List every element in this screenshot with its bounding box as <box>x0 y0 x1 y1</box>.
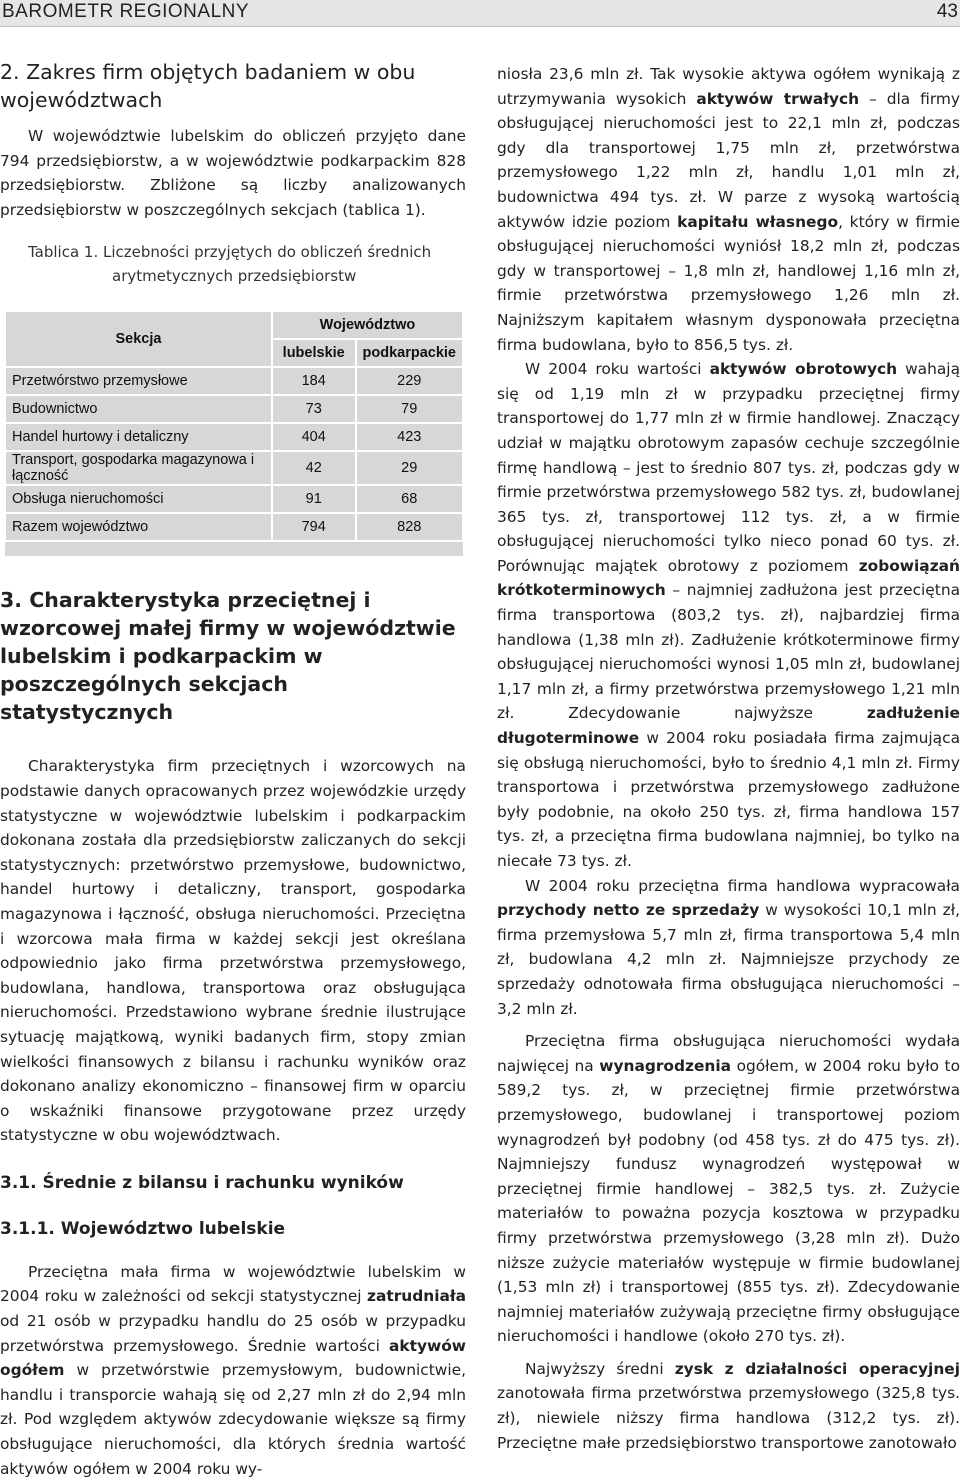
table-caption <box>28 240 466 288</box>
row-sekcja: Handel hurtowy i detaliczny <box>5 423 272 451</box>
table-caption-line1: Tablica 1. Liczebności przyjętych do obliczeń średnich <box>28 243 432 262</box>
right-paragraph-1: niosła 23,6 mln zł. Tak wysokie aktywa ogółem wynikają z utrzymywania wysokich aktywów trwałych – dla firmy obsługującej nieruchomości jest to 22,1 mln zł, podczas gdy dla transportowej 1,75 mln zł, przetwórstwa przemysłowego 1,22 mln zł, handlu 1,01 mln zł, budownictwa 494 tys. zł. W parze z wysoką wartością aktywów idzie poziom kapitału własnego, który w firmie obsługującej nieruchomości wyniósł 18,2 mln zł, podczas gdy w transportowej – 1,8 mln zł, handlowej 1,16 mln zł, firmie przetwórstwa przemysłowego 1,26 mln zł. Najniższym kapitałem własnym dysponowała przeciętna firma budowlana, było to 856,5 tys. zł. <box>497 65 960 354</box>
header-lubelskie: lubelskie <box>272 339 356 367</box>
section-3-paragraph: Charakterystyka firm przeciętnych i wzorcowych na podstawie danych opracowanych przez wojewódzkie urzędy statystyczne w województwie lubelskim i podkarpackim dokonana została dla przedsiębiorstw zaliczanych do sekcji statystycznych: przetwórstwo przemysłowe, budownictwo, handel hurtowy i detaliczny, transport, gospodarka magazynowa i łączność, obsługa nieruchomości. Przeciętna i wzorcowa mała firma w każdej sekcji jest określana odpowiednio jako firma przetwórstwa przemysłowego, budowlana, handlowa, transportowa oraz obsługująca nieruchomości. Przedstawiono wybrane średnie ilustrujące sytuację majątkową, wyniki badanych firm, stopy zmian wielkości finansowych z bilansu i rachunku wyników oraz dokonano analizy ekonomiczno – finansowej firm w oparciu o wskaźniki finansowe przygotowane przez urzędy statystyczne w obu województwach. <box>0 757 466 1145</box>
section-3-1-1-paragraph: Przeciętna mała firma w województwie lubelskim w 2004 roku w zależności od sekcji statystycznej zatrudniała od 21 osób w przypadku handlu do 25 osób w przypadku przetwórstwa przemysłowego. Średnie wartości aktywów ogółem w przetwórstwie przemysłowym, budownictwie, handlu i transporcie wahają się od 2,27 mln zł do 2,94 mln zł. Pod względem aktywów zdecydowanie większe są firmy obsługujące nieruchomości, dla których średnia wartość aktywów ogółem w 2004 roku wy- <box>0 1262 466 1478</box>
row-podkarpackie: 68 <box>356 485 464 513</box>
term-wynagrodzenia: wynagrodzenia <box>599 1056 732 1075</box>
right-column <box>497 62 960 1455</box>
term-zadluzenie-dlugoterminowe: zadłużenie długoterminowe <box>497 704 960 748</box>
row-podkarpackie: 229 <box>356 367 464 395</box>
header-sekcja: Sekcja <box>5 311 272 367</box>
row-lubelskie: 42 <box>272 451 356 485</box>
table-caption-line2: arytmetycznych przedsiębiorstw <box>112 267 357 286</box>
header-podkarpackie: podkarpackie <box>356 339 464 367</box>
running-header <box>0 0 960 27</box>
right-paragraph-2: W 2004 roku wartości aktywów obrotowych wahają się od 1,19 mln zł w przypadku przeciętnej firmy transportowej do 1,77 mln zł w firmie handlowej. Znaczący udział w majątku obrotowym zapasów cechuje szczególnie firmę handlową – jest to średnio 807 tys. zł, podczas gdy w firmie przetwórstwa przemysłowego 582 tys. zł, budowlanej 365 tys. zł, transportowej 112 tys. zł, a w firmie obsługującej nieruchomości tylko nieco ponad 60 tys. zł. Porównując majątek obrotowy z poziomem zobowiązań krótkoterminowych – najmniej zadłużona jest przeciętna firma transportowa (803,2 tys. zł), najbardziej firma handlowa (1,38 mln zł). Zadłużenie krótkoterminowe firmy obsługującej nieruchomości wynosi 1,05 mln zł, budowlanej 1,17 mln zł, a firmy przetwórstwa przemysłowego 1,21 mln zł. Zdecydowanie najwyższe zadłużenie długoterminowe w 2004 roku posiadała firma zajmująca się obsługą nieruchomości, było to średnio 4,1 mln zł. Firmy transportowa i przetwórstwa przemysłowego zadłużone były podobnie, na około 250 tys. zł, firma handlowa 157 tys. zł, a przeciętna firma budowlana najmniej, bo tylko na niecałe 73 tys. zł. <box>497 360 960 870</box>
section-3-1-heading: 3.1. Średnie z bilansu i rachunku wyników <box>0 1172 404 1193</box>
table-footer-band <box>5 541 463 556</box>
term-aktywa-trwale: aktywów trwałych <box>696 89 860 108</box>
right-paragraph-4: Przeciętna firma obsługująca nieruchomości wydała najwięcej na wynagrodzenia ogółem, w 2004 roku było to 589,2 tys. zł, w przeciętnej firmie przetwórstwa przemysłowego, budowlanej i transportowej poziom wynagrodzeń był podobny (od 458 tys. zł do 475 tys. zł). Najmniejszy fundusz wynagrodzeń występował w przeciętnej firmie handlowej – 382,5 tys. zł. Zużycie materiałów to poważna pozycja kosztowa w przypadku firmy przetwórstwa przemysłowego (3,28 mln zł). Dużo niższe zużycie materiałów występuje w firmie budowlanej (1,53 mln zł) i transportowej (855 tys. zł). Zdecydowanie najmniej materiałów zużywają przeciętne firmy obsługujące nieruchomości i handlowe (około 270 tys. zł). <box>497 1032 960 1346</box>
header-wojewodztwo: Województwo <box>272 311 463 339</box>
term-zysk-operacyjny: zysk z działalności operacyjnej <box>674 1359 960 1378</box>
table-row-total <box>5 513 463 541</box>
right-paragraph-5: Najwyższy średni zysk z działalności operacyjnej zanotowała firma przetwórstwa przemysłowego (325,8 tys. zł), niewiele niższy firma handlowa (312,2 tys. zł). Przeciętne małe przedsiębiorstwo transportowe zanotowało <box>497 1359 960 1452</box>
row-podkarpackie: 29 <box>356 451 464 485</box>
row-lubelskie: 404 <box>272 423 356 451</box>
row-lubelskie: 184 <box>272 367 356 395</box>
page-number: 43 <box>936 1 958 22</box>
section-2-paragraph: W województwie lubelskim do obliczeń przyjęto dane 794 przedsiębiorstw, a w województwie podkarpackim 828 przedsiębiorstw. Zbliżone są liczby analizowanych przedsiębiorstw w poszczególnych sekcjach (tablica 1). <box>0 127 466 219</box>
row-lubelskie: 73 <box>272 395 356 423</box>
term-zobowiazania-krotkoterminowe: zobowiązań krótkoterminowych <box>497 556 960 600</box>
section-2-heading: 2. Zakres firm objętych badaniem w obu województwach <box>0 60 416 112</box>
stats-table <box>4 310 464 556</box>
journal-title: BAROMETR REGIONALNY <box>2 1 250 22</box>
term-aktywa-obrotowe: aktywów obrotowych <box>709 360 898 379</box>
right-paragraph-3: W 2004 roku przeciętna firma handlowa wypracowała przychody netto ze sprzedaży w wysokości 10,1 mln zł, firma przemysłowa 5,7 mln zł, firma transportowa 5,4 mln zł, budowlana 4,2 mln zł. Najmniejsze przychody ze sprzedaży odnotowała firma obsługująca nieruchomości – 3,2 mln zł. <box>497 876 960 1018</box>
row-podkarpackie: 79 <box>356 395 464 423</box>
section-3-1-1-heading: 3.1.1. Województwo lubelskie <box>0 1218 286 1239</box>
term-przychody-netto: przychody netto ze sprzedaży <box>497 901 760 920</box>
table-row <box>5 485 463 513</box>
row-lubelskie: 794 <box>272 513 356 541</box>
row-podkarpackie: 828 <box>356 513 464 541</box>
term-zatrudniala: zatrudniała <box>367 1287 466 1306</box>
row-sekcja: Budownictwo <box>5 395 272 423</box>
row-sekcja: Razem województwo <box>5 513 272 541</box>
table-row <box>5 367 463 395</box>
term-aktywa-ogolem: aktywów ogółem <box>0 1336 466 1380</box>
left-column <box>0 58 466 1481</box>
row-sekcja: Transport, gospodarka magazynowa i łączność <box>5 451 272 485</box>
table-row <box>5 451 463 485</box>
row-sekcja: Obsługa nieruchomości <box>5 485 272 513</box>
table-row <box>5 395 463 423</box>
table-row <box>5 423 463 451</box>
row-sekcja: Przetwórstwo przemysłowe <box>5 367 272 395</box>
row-lubelskie: 91 <box>272 485 356 513</box>
row-podkarpackie: 423 <box>356 423 464 451</box>
section-3-heading: 3. Charakterystyka przeciętnej i wzorcowej małej firmy w województwie lubelskim i podkarpackim w poszczególnych sekcjach statystycznych <box>0 588 456 725</box>
term-kapital-wlasny: kapitału własnego <box>677 212 839 231</box>
